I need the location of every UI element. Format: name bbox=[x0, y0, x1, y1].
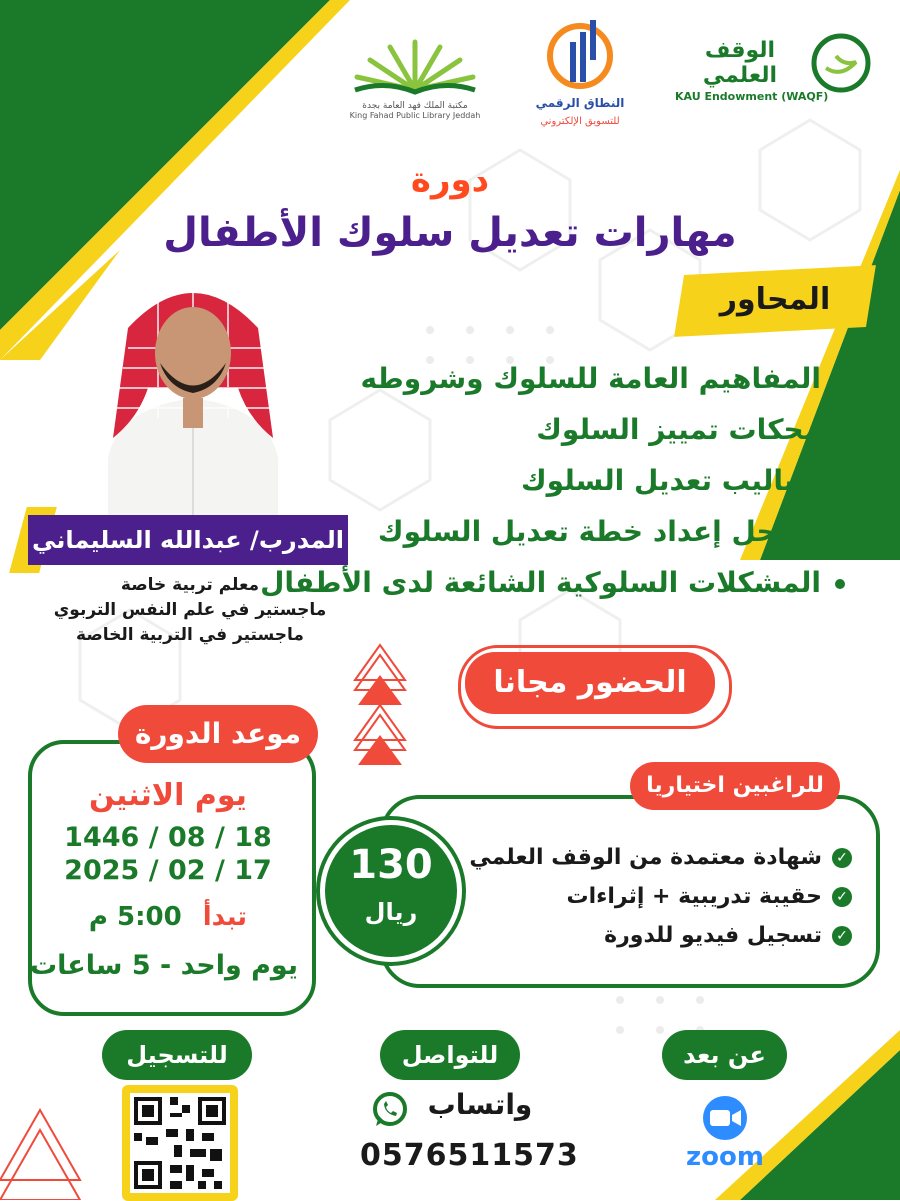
whatsapp-icon bbox=[370, 1090, 410, 1130]
trainer-name: المدرب/ عبدالله السليماني bbox=[28, 515, 348, 565]
digital-logo bbox=[525, 12, 635, 137]
attendance-free: الحضور مجانا bbox=[465, 652, 715, 714]
course-title: مهارات تعديل سلوك الأطفال bbox=[163, 210, 737, 256]
trainer-credential-2: ماجستير في علم النفس التربوي bbox=[53, 600, 327, 620]
optional-item-2: ✓حقيبة تدريبية + إثراءات bbox=[566, 884, 852, 909]
qr-code-icon bbox=[130, 1093, 230, 1193]
bullet-icon bbox=[835, 528, 845, 538]
topic-item-1: المفاهيم العامة للسلوك وشروطه bbox=[360, 362, 845, 395]
digital-range-icon bbox=[540, 12, 620, 92]
trainer-photo bbox=[88, 268, 298, 518]
library-logo bbox=[345, 32, 485, 127]
axes-label: المحاور bbox=[719, 282, 831, 317]
library-logo-arabic: مكتبة الملك فهد العامة بجدة bbox=[362, 101, 468, 111]
optional-label: للراغبين اختياريا bbox=[630, 762, 840, 810]
waqf-logo bbox=[675, 30, 875, 110]
trainer-credential-1: معلم تربية خاصة bbox=[120, 575, 260, 595]
bullet-icon bbox=[835, 426, 845, 436]
course-word: دورة bbox=[410, 160, 490, 200]
schedule-label: موعد الدورة bbox=[118, 705, 318, 763]
trainer-credential-3: ماجستير في التربية الخاصة bbox=[76, 625, 304, 645]
waqf-logo-arabic: الوقف العلمي bbox=[702, 38, 778, 88]
topic-item-2: محكات تمييز السلوك bbox=[536, 413, 845, 446]
price-currency: ريال bbox=[364, 898, 418, 926]
digital-logo-sub: للتسويق الإلكتروني bbox=[540, 116, 620, 127]
schedule-start bbox=[58, 902, 278, 932]
contact-label: للتواصل bbox=[380, 1030, 520, 1080]
bullet-icon bbox=[835, 375, 845, 385]
check-icon: ✓ bbox=[832, 887, 852, 907]
register-qr-code[interactable] bbox=[122, 1085, 238, 1201]
bullet-icon bbox=[835, 477, 845, 487]
schedule-day: يوم الاثنين bbox=[89, 778, 247, 813]
zoom-label: zoom bbox=[686, 1142, 764, 1172]
topic-item-3: أساليب تعديل السلوك bbox=[521, 464, 845, 497]
optional-item-1: ✓شهادة معتمدة من الوقف العلمي bbox=[469, 845, 852, 870]
remote-label: عن بعد bbox=[662, 1030, 787, 1080]
contact-phone[interactable]: 0576511573 bbox=[360, 1138, 579, 1173]
library-logo-english: King Fahad Public Library Jeddah bbox=[349, 111, 481, 120]
waqf-logo-english: KAU Endowment (WAQF) bbox=[675, 90, 829, 103]
price-value: 130 bbox=[349, 842, 433, 888]
schedule-hijri-date: 18 / 08 / 1446 bbox=[64, 822, 272, 853]
digital-logo-name: النطاق الرقمي bbox=[535, 96, 625, 110]
optional-item-3: ✓تسجيل فيديو للدورة bbox=[604, 923, 852, 948]
whatsapp-label: واتساب bbox=[427, 1088, 533, 1121]
topic-item-4: مراحل إعداد خطة تعديل السلوك bbox=[378, 515, 845, 548]
zoom-icon bbox=[697, 1095, 753, 1141]
schedule-start-label: تبدأ bbox=[202, 902, 248, 932]
schedule-duration: يوم واحد - 5 ساعات bbox=[30, 950, 298, 981]
check-icon: ✓ bbox=[832, 926, 852, 946]
waqf-emblem-icon bbox=[810, 32, 872, 94]
bullet-icon bbox=[835, 579, 845, 589]
schedule-gregorian-date: 17 / 02 / 2025 bbox=[64, 855, 272, 886]
check-icon: ✓ bbox=[832, 848, 852, 868]
book-sunrise-icon bbox=[345, 32, 485, 97]
register-label: للتسجيل bbox=[102, 1030, 252, 1080]
topic-item-5: المشكلات السلوكية الشائعة لدى الأطفال bbox=[260, 566, 845, 599]
schedule-start-time: 5:00 م bbox=[88, 902, 182, 932]
